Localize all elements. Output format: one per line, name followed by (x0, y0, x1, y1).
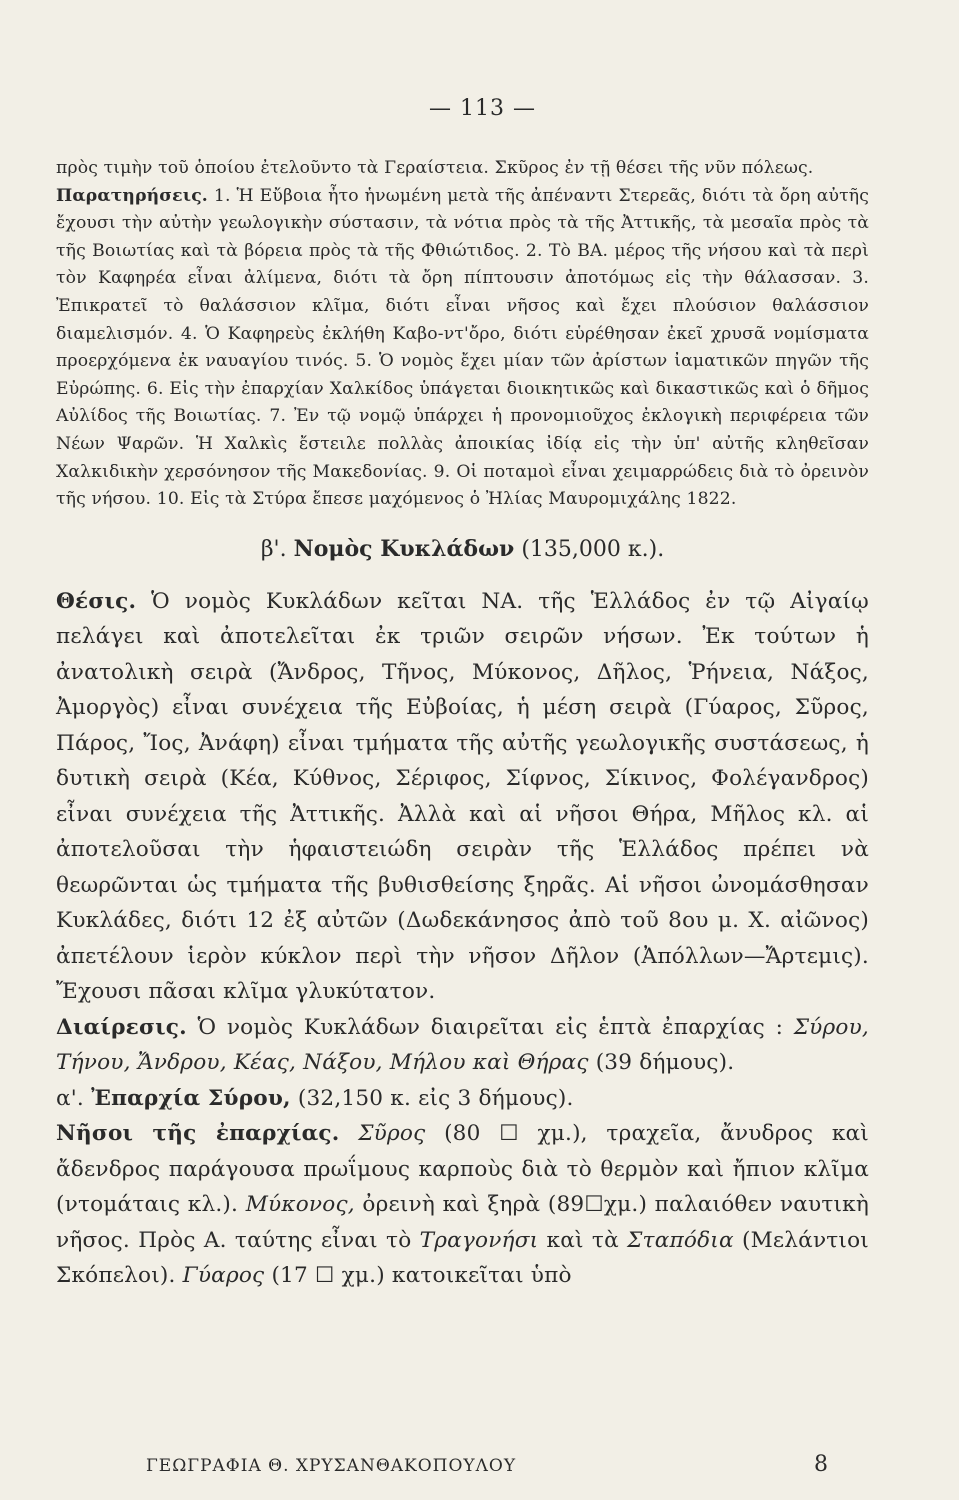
paragraph-division (56, 1010, 869, 1081)
paragraph-observations (56, 183, 869, 514)
position-heading: Θέσις. (56, 588, 137, 614)
section-population: (135,000 κ.). (521, 536, 665, 562)
island-name-stapodia: Σταπόδια (627, 1227, 734, 1253)
island-name-gyaros: Γύαρος (182, 1263, 265, 1289)
islands-text-1: (80 ☐ χμ.), τραχεῖα, ἄνυδρος καὶ ἄδενδρος παράγουσα πρωΐμους καρποὺς διὰ τὸ θερμὸν καὶ ἤπιον κλῖμα (ντομάταις κλ.). (56, 1121, 869, 1218)
paragraph-province-syros (56, 1081, 869, 1117)
islands-heading: Νῆσοι τῆς ἐπαρχίας. (56, 1121, 340, 1147)
island-name-mykonos: Μύκονος, (245, 1192, 355, 1218)
paragraph-skyros (56, 155, 869, 183)
division-text: Ὁ νομὸς Κυκλάδων διαιρεῖται εἰς ἑπτὰ ἐπαρχίας : (197, 1014, 784, 1040)
section-prefix: β'. (260, 536, 287, 562)
division-tail: (39 δήμους). (595, 1050, 735, 1076)
position-text: Ὁ νομὸς Κυκλάδων κεῖται ΝΑ. τῆς Ἑλλάδος ἐν τῷ Αἰγαίῳ πελάγει καὶ ἀποτελεῖται ἐκ τριῶν σειρῶν νήσων. Ἐκ τούτων ἡ ἀνατολικὴ σειρὰ (Ἄνδρος, Τῆνος, Μύκονος, Δῆλος, Ῥήνεια, Νάξος, Ἀμοργὸς) εἶναι συνέχεια τῆς Εὐβοίας, ἡ μέση σειρὰ (Γύαρος, Σῦρος, Πάρος, Ἴος, Ἀνάφη) εἶναι τμήματα τῆς αὐτῆς γεωλογικῆς συστάσεως, ἡ δυτικὴ σειρὰ (Κέα, Κύθνος, Σέριφος, Σίφνος, Σίκινος, Φολέγανδρος) εἶναι συνέχεια τῆς Ἀττικῆς. Ἀλλὰ καὶ αἱ νῆσοι Θήρα, Μῆλος κλ. αἱ ἀποτελοῦσαι τὴν ἡφαιστειώδη σειρὰν τῆς Ἑλλάδος πρέπει νὰ θεωρῶνται ὡς τμήματα τῆς βυθισθείσης ξηρᾶς. Αἱ νῆσοι ὠνομάσθησαν Κυκλάδες, διότι 12 ἐξ αὐτῶν (Δωδεκάνησος ἀπὸ τοῦ 8ου μ. Χ. αἰῶνος) ἀπετέλουν ἱερὸν κύκλον περὶ τὴν νῆσον Δῆλον (Ἀπόλλων—Ἄρτεμις). Ἔχουσι πᾶσαι κλῖμα γλυκύτατον. (56, 588, 869, 1005)
footer-signature: 8 (814, 1452, 829, 1477)
section-name: Νομὸς Κυκλάδων (293, 535, 515, 562)
province-text: (32,150 κ. εἰς 3 δήμους). (297, 1085, 574, 1111)
section-title (56, 536, 869, 562)
island-name-syros: Σῦρος (358, 1121, 426, 1147)
islands-text-4: (Μελάντιοι Σκόπελοι). (56, 1227, 869, 1289)
islands-text-5: (17 ☐ χμ.) κατοικεῖται ὑπὸ (271, 1263, 572, 1289)
province-heading: Ἐπαρχία Σύρου, (91, 1085, 291, 1111)
footer-text: ΓΕΩΓΡΑΦΙΑ Θ. ΧΡΥΣΑΝΘΑΚΟΠΟΥΛΟΥ (146, 1456, 517, 1476)
observations-heading: Παρατηρήσεις. (56, 185, 208, 206)
paragraph-text: πρὸς τιμὴν τοῦ ὁποίου ἐτελοῦντο τὰ Γεραίστεια. Σκῦρος ἐν τῇ θέσει τῆς νῦν πόλεως. (56, 158, 814, 178)
island-name-tragonisi: Τραγονήσι (419, 1227, 539, 1253)
division-provinces: Σύρου, Τήνου, Ἄνδρου, Κέας, Νάξου, Μήλου καὶ Θήρας (56, 1014, 869, 1076)
province-prefix: α'. (56, 1085, 84, 1111)
observations-text: 1. Ἡ Εὔβοια ἦτο ἡνωμένη μετὰ τῆς ἀπέναντι Στερεᾶς, διότι τὰ ὄρη αὐτῆς ἔχουσι τὴν αὐτὴν γεωλογικὴν σύστασιν, τὰ νότια πρὸς τὰ τῆς Ἀττικῆς, τὰ μεσαῖα πρὸς τὰ τῆς Βοιωτίας καὶ τὰ βόρεια πρὸς τὰ τῆς Φθιώτιδος. 2. Τὸ ΒΑ. μέρος τῆς νήσου καὶ τὰ περὶ τὸν Καφηρέα εἶναι ἀλίμενα, διότι τὰ ὄρη πίπτουσιν ἀποτόμως εἰς τὴν θάλασσαν. 3. Ἐπικρατεῖ τὸ θαλάσσιον κλῖμα, διότι εἶναι νῆσος καὶ ἔχει πλούσιον θαλάσσιον διαμελισμόν. 4. Ὁ Καφηρεὺς ἐκλήθη Καβο-ντ'ὄρο, διότι εὑρέθησαν ἐκεῖ χρυσᾶ νομίσματα προερχόμενα ἐκ ναυαγίου τινός. 5. Ὁ νομὸς ἔχει μίαν τῶν ἀρίστων ἰαματικῶν πηγῶν τῆς Εὐρώπης. 6. Εἰς τὴν ἐπαρχίαν Χαλκίδος ὑπάγεται διοικητικῶς καὶ δικαστικῶς καὶ ὁ δῆμος Αὐλίδος τῆς Βοιωτίας. 7. Ἐν τῷ νομῷ ὑπάρχει ἡ προνομιοῦχος ἐκλογικὴ περιφέρεια τῶν Νέων Ψαρῶν. Ἡ Χαλκὶς ἔστειλε πολλὰς ἀποικίας ἰδίᾳ εἰς τὴν ὑπ' αὐτῆς κληθεῖσαν Χαλκιδικὴν χερσόνησον τῆς Μακεδονίας. 9. Οἱ ποταμοὶ εἶναι χειμαρρώδεις διὰ τὸ ὀρεινὸν τῆς νήσου. 10. Εἰς τὰ Στύρα ἔπεσε μαχόμενος ὁ Ἠλίας Μαυρομιχάλης 1822. (56, 185, 869, 510)
paragraph-islands (56, 1116, 869, 1294)
islands-text-2: ὀρεινὴ καὶ ξηρὰ (89☐χμ.) παλαιόθεν ναυτικὴ νῆσος. Πρὸς Α. ταύτης εἶναι τὸ (56, 1192, 869, 1253)
islands-text-3: καὶ τὰ (546, 1227, 619, 1253)
page-footer (146, 1452, 829, 1477)
paragraph-position (56, 584, 869, 1010)
page-number: — 113 — (429, 96, 536, 121)
division-heading: Διαίρεσις. (56, 1014, 187, 1040)
